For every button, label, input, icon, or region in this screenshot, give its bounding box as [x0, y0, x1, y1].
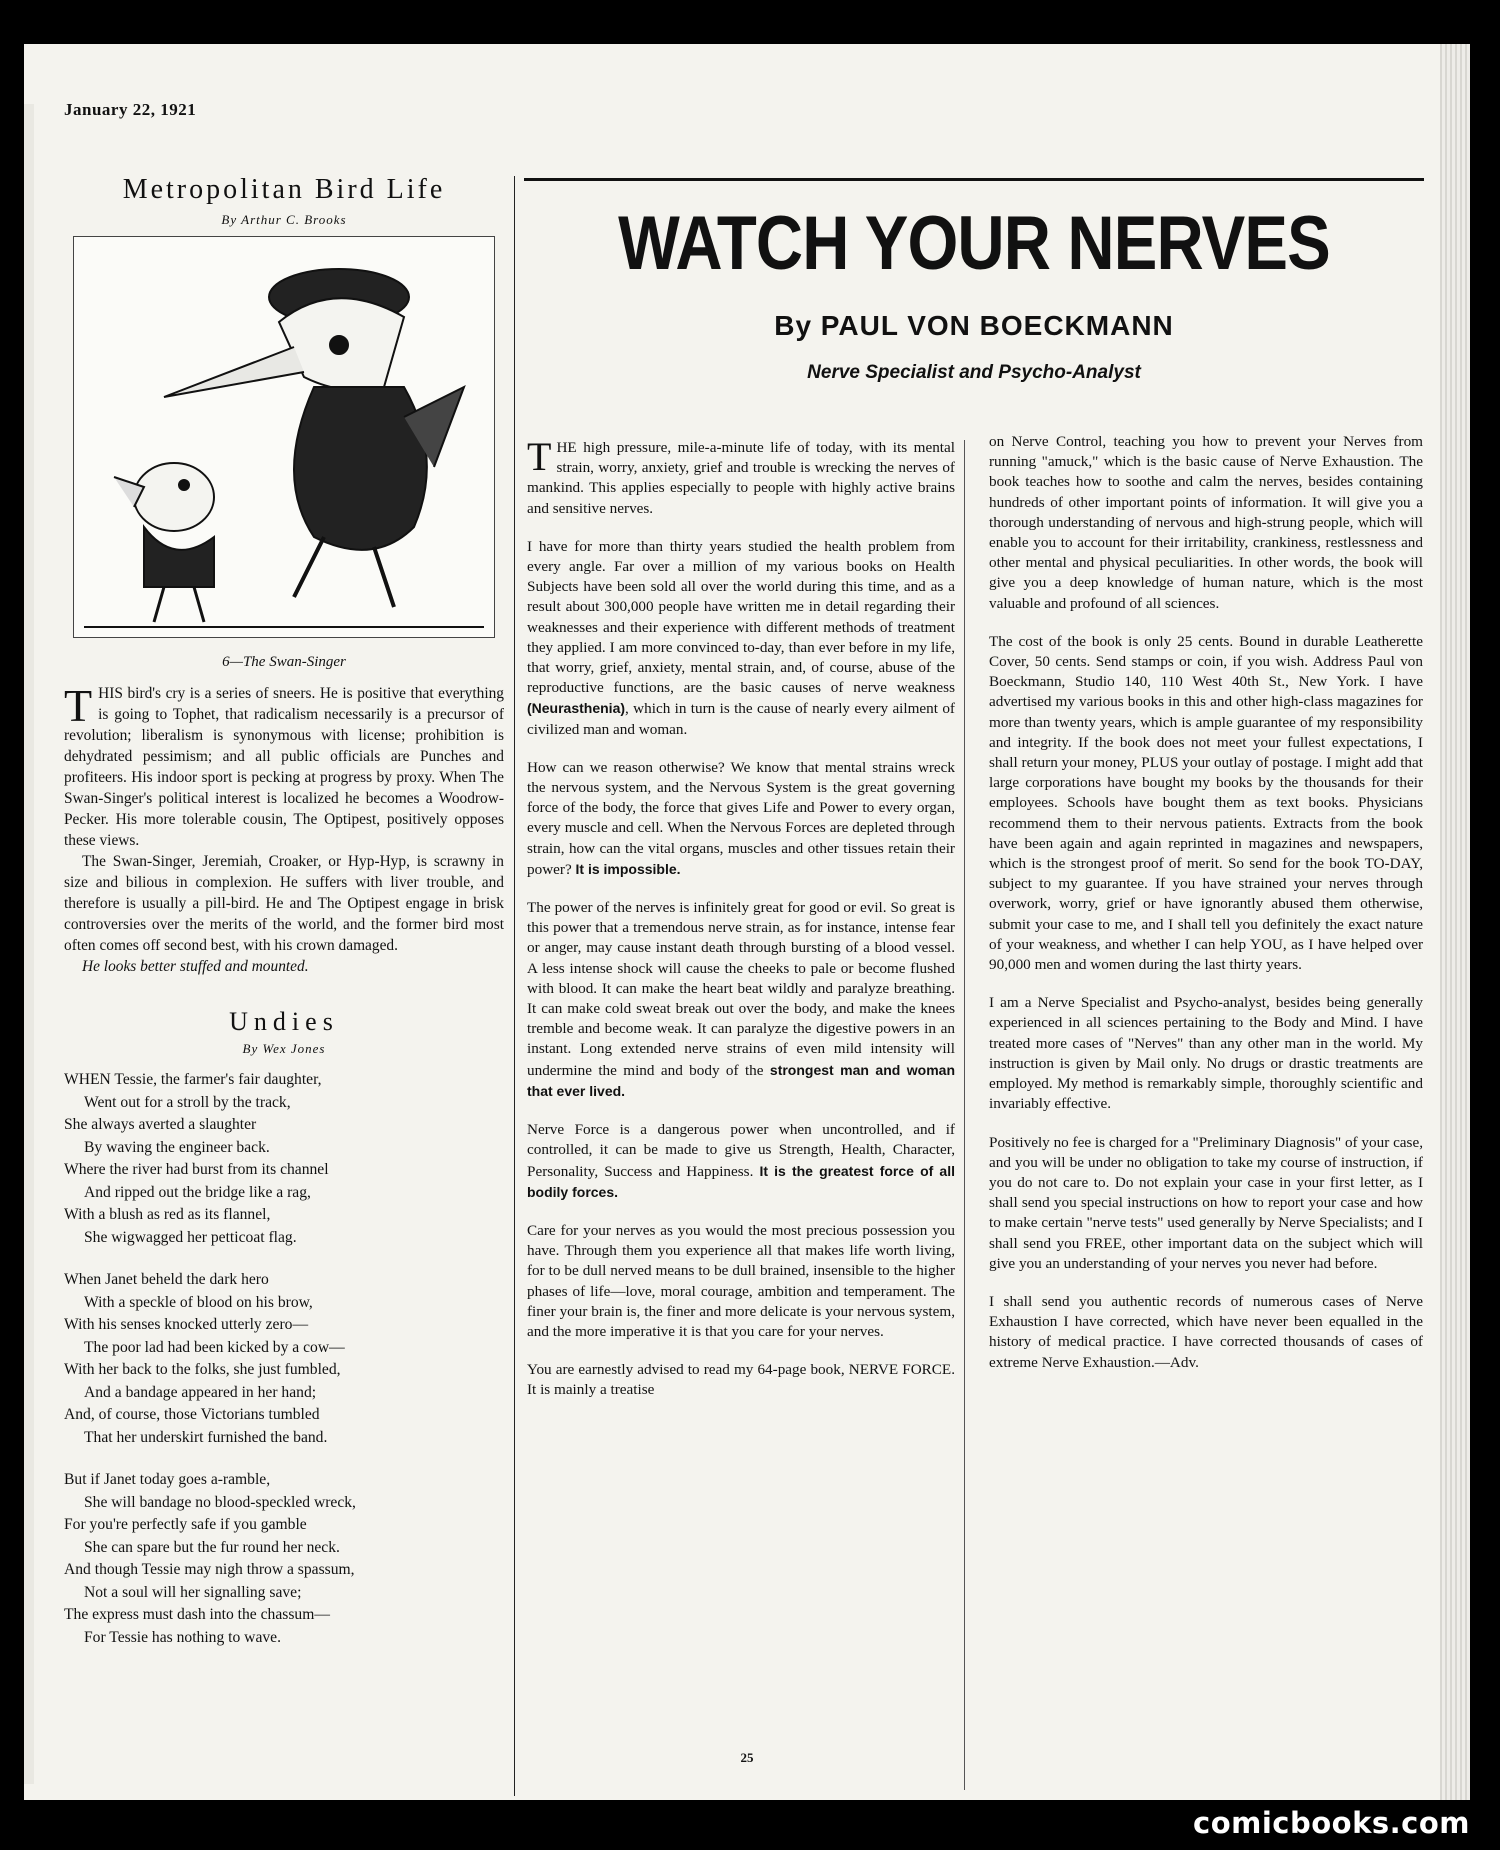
poem-stanza-1: WHEN Tessie, the farmer's fair daughter, Went out for a stroll by the track, She always averted a slaughter By waving the engineer back. Where the river had burst from its channel And ripped out the bridge like a rag, With a blush as red as its flannel, She wigwagged her petticoat flag. [64, 1071, 329, 1246]
poem-body [64, 1069, 504, 1649]
article-paragraph: on Nerve Control, teaching you how to prevent your Nerves from running "amuck," which is the basic cause of Nerve Exhaustion. The book teaches how to soothe and calm the nerves, besides containing hundreds of other important points of information. It will give you a thorough understanding of nervous and high-strung people, which will enable you to account for their irritability, crankiness, restlessness and other mental and physical peculiarities. In other words, the book will give you a deep knowledge of human nature, which is the most valuable and profound of all sciences. [989, 433, 1423, 612]
column-title: Metropolitan Bird Life [122, 174, 446, 205]
magazine-page [24, 44, 1470, 1800]
issue-date: January 22, 1921 [64, 100, 197, 119]
article-paragraph: THE high pressure, mile-a-minute life of today, with its mental strain, worry, anxiety, grief and trouble is wrecking the nerves of mankind. This applies especially to people with highly active brains and sensitive nerves. [527, 434, 955, 517]
headline-rule [524, 178, 1424, 181]
article-paragraph: The cost of the book is only 25 cents. Bound in durable Leatherette Cover, 50 cents. Send stamps or coin, if you wish. Address Paul von Boeckmann, Studio 140, 110 West 40th St., New York. I have advertised my various books in this and other high-class magazines for more than twenty years, which is ample guarantee of my responsibility and integrity. If the book does not meet your fullest expectations, I shall return your money, PLUS your outlay of postage. I might add that large corporations have bought my books by the thousands for their employees. Schools have bought them as text books. Physicians recommend them to their nervous patients. Extracts from the book have been again and again reprinted in magazines and newspapers, which is the strongest proof of merit. So send for the book TO-DAY, subject to my guarantee. If you have strained your nerves through overwork, worry, grief or have ignorantly abused them otherwise, submit your case to me, and I shall tell you definitely the exact nature of your weakness, and whether I can help YOU, as I have helped over 90,000 men and women during the last thirty years. [989, 632, 1423, 974]
column-divider-2 [964, 440, 965, 1790]
article-column-1 [527, 434, 956, 1419]
article-subtitle: Nerve Specialist and Psycho-Analyst [807, 362, 1141, 383]
bird-paragraph-2: The Swan-Singer, Jeremiah, Croaker, or Hyp-Hyp, is scrawny in size and bilious in complexion. He suffers with liver trouble, and therefore is usually a pill-bird. He and The Optipest engage in brisk controversies over the merits of the world, and the former bird most often comes off second best, with his crown damaged. [64, 853, 504, 954]
adjacent-page-edge [24, 104, 34, 1784]
bird-life-column [64, 174, 504, 1669]
article-paragraph: Care for your nerves as you would the most precious possession you have. Through them you experience all that makes life worth living, for to be dull nerved means to be dull brained, insensible to the higher phases of life—love, moral courage, ambition and temperament. The finer your brain is, the finer and more delicate is your nervous system, and the more imperative it is that you care for your nerves. [527, 1221, 955, 1340]
poem-title: Undies [229, 1007, 339, 1036]
swan-singer-cartoon [73, 236, 495, 638]
article-author: By PAUL VON BOECKMANN [774, 310, 1174, 341]
column-divider [514, 176, 515, 1796]
column-byline: By Arthur C. Brooks [221, 212, 347, 227]
bird-paragraph-3: He looks better stuffed and mounted. [82, 958, 309, 975]
cartoon-illustration [74, 237, 494, 637]
page-binding-edge [1440, 44, 1470, 1800]
poem-byline: By Wex Jones [242, 1041, 326, 1056]
article-paragraph: Nerve Force is a dangerous power when uncontrolled, and if controlled, it can be made to give us Strength, Health, Character, Personality, Success and Happiness. It is the greatest force of all bodily forces. [527, 1121, 955, 1200]
article-paragraph: Positively no fee is charged for a "Preliminary Diagnosis" of your case, and you will be under no obligation to take my course of instruction, if you do not care to. Do not explain your case in your first letter, as I shall send you special instructions on how to report your case and how to make certain "nerve tests" used generally by Nerve Specialists; and I shall send you FREE, other important data on the subject which will give you an understanding of your nerves you never had before. [989, 1133, 1423, 1272]
article-paragraph: You are earnestly advised to read my 64-page book, NERVE FORCE. It is mainly a treatise [527, 1361, 955, 1399]
poem-stanza-2: When Janet beheld the dark hero With a speckle of blood on his brow, With his senses knocked utterly zero— The poor lad had been kicked by a cow— With her back to the folks, she just fumbled, And a bandage appeared in her hand; And, of course, those Victorians tumbled That her underskirt furnished the band. [64, 1271, 345, 1446]
bird-paragraph-1: THIS bird's cry is a series of sneers. He is positive that everything is going to Tophet, that radicalism necessarily is a precursor of revolution; liberalism is synonymous with license; prohibition is dehydrated pessimism; and all public officials are Punches and profiteers. His indoor sport is pecking at progress by proxy. When The Swan-Singer's political interest is localized he becomes a Woodrow-Pecker. His more tolerable cousin, The Optipest, positively opposes these views. [64, 680, 504, 849]
article-paragraph: How can we reason otherwise? We know that mental strains wreck the nervous system, and the Nervous System is the great governing force of the body, the force that gives Life and Power to every organ, every muscle and cell. When the Nervous Forces are depleted through strain, how can the vital organs, muscles and other tissues retain their power? It is impossible. [527, 758, 955, 878]
cartoon-caption: 6—The Swan-Singer [222, 654, 346, 670]
poem-stanza-3: But if Janet today goes a-ramble, She will bandage no blood-speckled wreck, For you're perfectly safe if you gamble She can spare but the fur round her neck. And though Tessie may nigh throw a spassum, Not a soul will her signalling save; The express must dash into the chassum— For Tessie has nothing to wave. [64, 1471, 356, 1646]
article-paragraph: I am a Nerve Specialist and Psycho-analyst, besides being generally experienced in all sciences pertaining to the Body and Mind. I have treated more cases of "Nerves" than any other man in the world. My instruction is given by Mail only. No drugs or drastic treatments are employed. My method is remarkably simple, thoroughly scientific and invariably effective. [989, 994, 1423, 1113]
article-headline: WATCH YOUR NERVES [618, 201, 1330, 286]
article-column-2 [989, 432, 1423, 1391]
watermark-text: comicbooks.com [1193, 1806, 1470, 1840]
article-paragraph: I have for more than thirty years studied the health problem from every angle. Far over a million of my various books on Health Subjects have been sold all over the world during this time, and as a result about 300,000 people have written me in detail regarding their weaknesses and their experience with different methods of treatment they applied. I am more convinced to-day, than ever before in my life, that worry, grief, anxiety, mental strain, and, of course, abuse of the reproductive functions, are the basic causes of nerve weakness (Neurasthenia), which in turn is the cause of nearly every ailment of civilized man and woman. [527, 537, 955, 738]
article-paragraph: The power of the nerves is infinitely great for good or evil. So great is this power that a tremendous nerve strain, as for instance, intense fear or anger, may cause instant death through bursting of a blood vessel. A less intense shock will cause the cheeks to pale or become flushed with blood. It can make the heart beat wildly and paralyze breathing. It can make cold sweat break out over the body, and make the knees tremble and become weak. It can paralyze the digestive powers in an instant. Long extended nerve strains of even mild intensity will undermine the mind and body of the strongest man and woman that ever lived. [527, 899, 956, 1099]
page-number: 25 [740, 1750, 754, 1765]
article-paragraph: I shall send you authentic records of numerous cases of Nerve Exhaustion I have corrected, which have never been equalled in the history of medical practice. I have corrected thousands of cases of extreme Nerve Exhaustion.—Adv. [989, 1292, 1423, 1371]
